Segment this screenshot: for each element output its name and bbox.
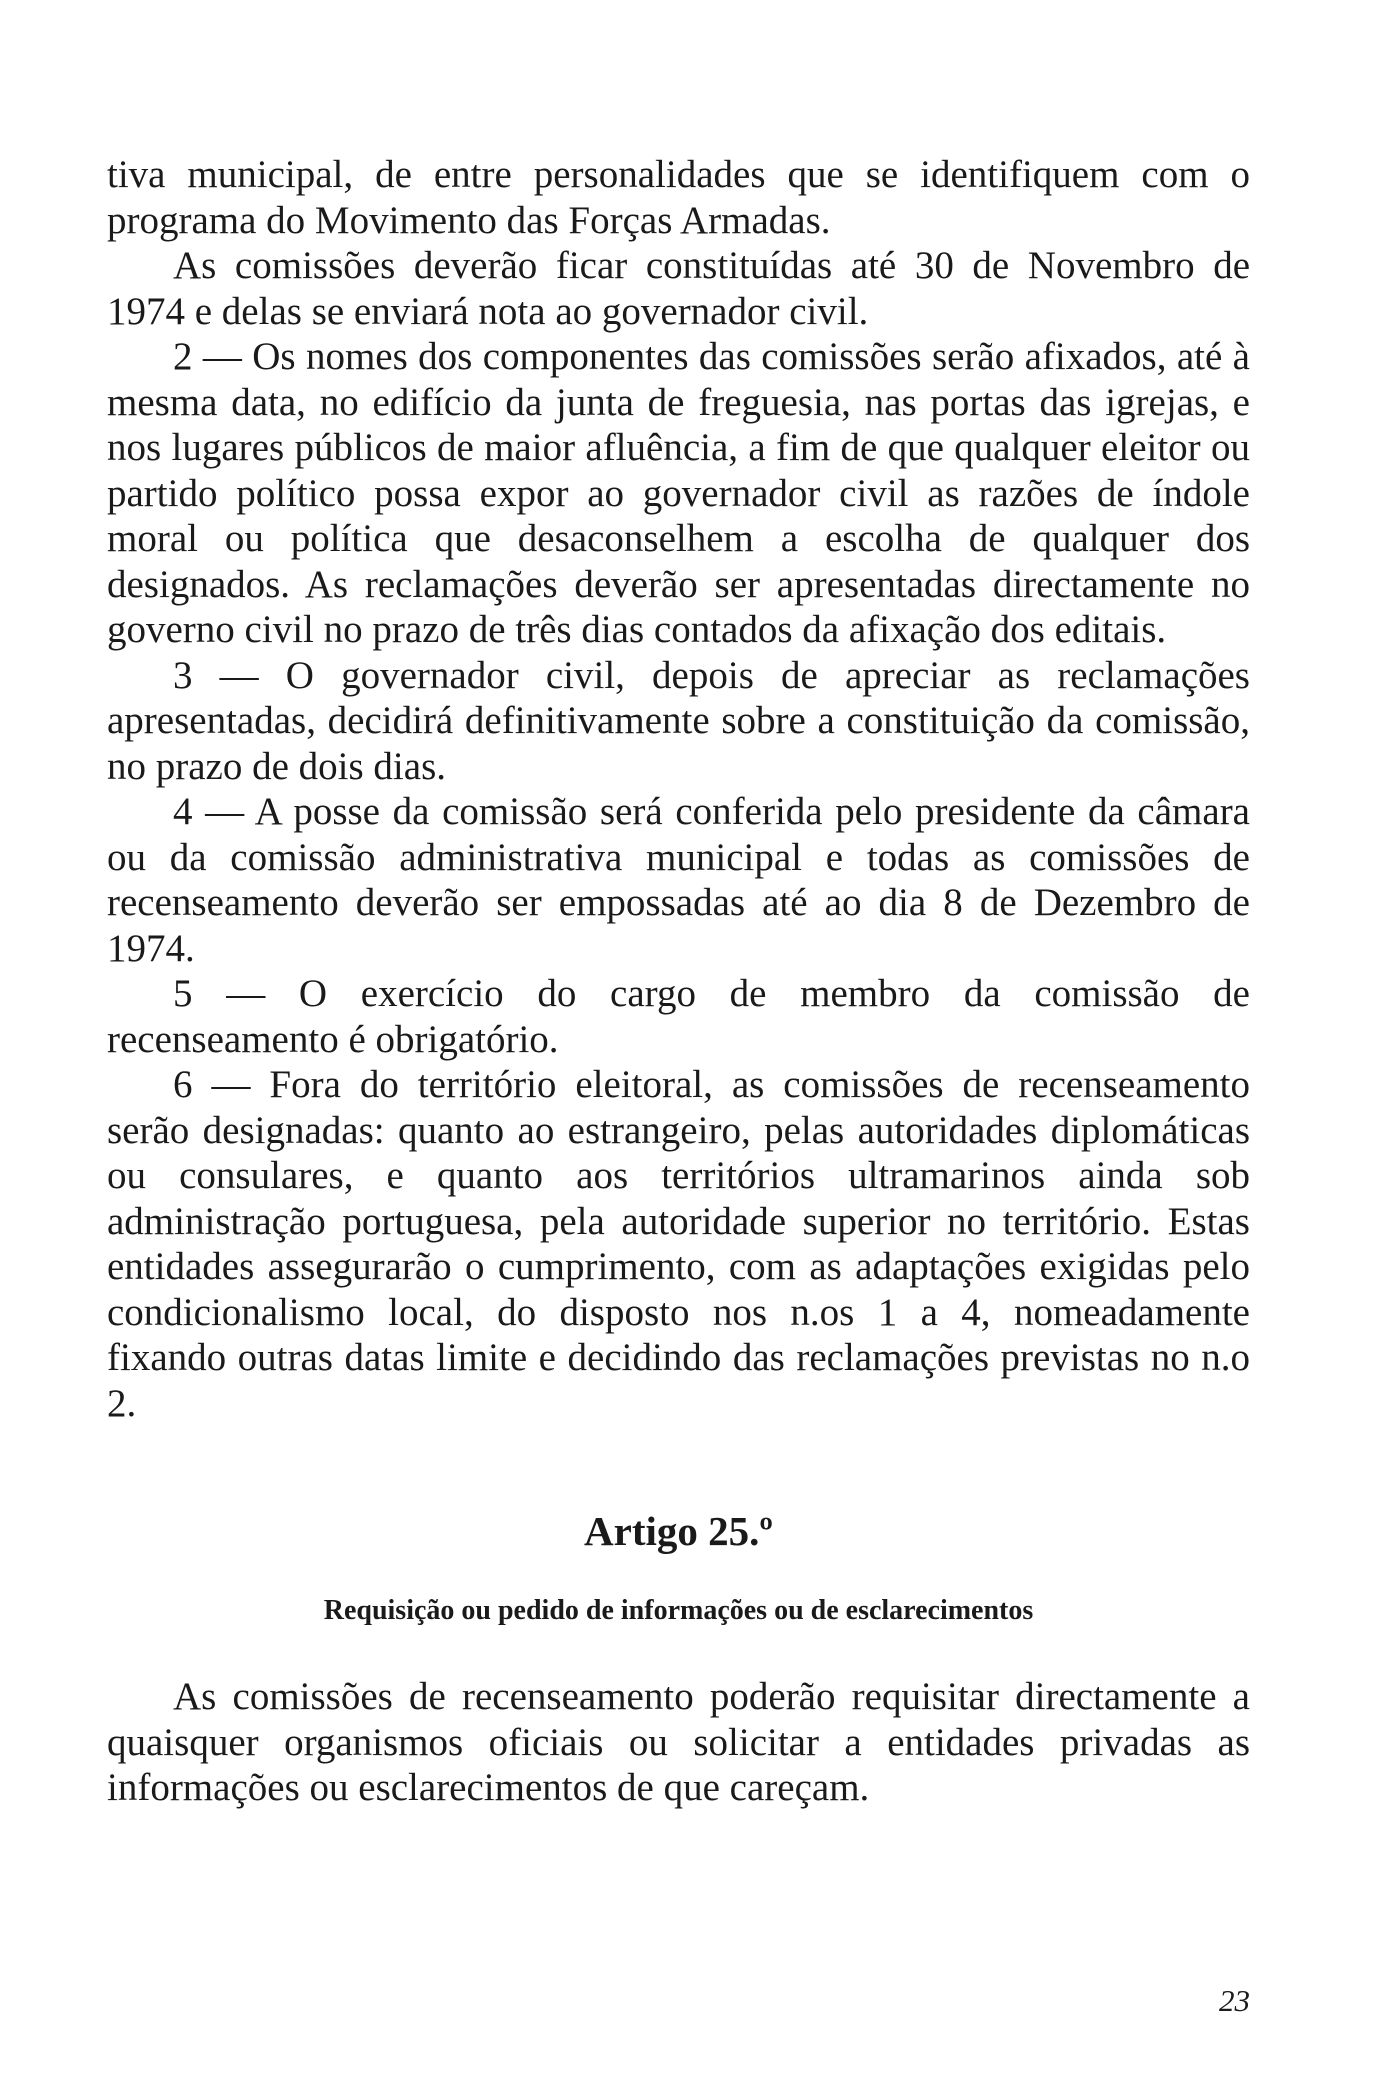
paragraph-continuation: tiva municipal, de entre personalidades que se identifiquem com o programa do Movimento das Forças Armadas. (107, 153, 1250, 242)
article-title: Artigo 25.º (584, 1508, 773, 1554)
paragraph-item-3: 3 — O governador civil, depois de apreciar as reclamações apresentadas, decidirá definitivamente sobre a constituição da comissão, no prazo de dois dias. (107, 653, 1250, 788)
document-page (107, 152, 1250, 1811)
paragraph-item-5: 5 — O exercício do cargo de membro da comissão de recenseamento é obrigatório. (107, 972, 1250, 1061)
paragraph-commissions-deadline: As comissões deverão ficar constituídas até 30 de Novembro de 1974 e delas se enviará nota ao governador civil. (107, 244, 1250, 333)
page-number: 23 (1219, 1983, 1250, 2018)
article-body: As comissões de recenseamento poderão requisitar directamente a quaisquer organismos oficiais ou solicitar a entidades privadas as informações ou esclarecimentos de que careçam. (107, 1675, 1250, 1809)
paragraph-item-2: 2 — Os nomes dos componentes das comissões serão afixados, até à mesma data, no edifício da junta de freguesia, nas portas das igrejas, e nos lugares públicos de maior afluência, a fim de que qualquer eleitor ou partido político possa expor ao governador civil as razões de índole moral ou política que desaconselhem a escolha de qualquer dos designados. As reclamações deverão ser apresentadas directamente no governo civil no prazo de três dias contados da afixação dos editais. (107, 335, 1250, 651)
article-subtitle: Requisição ou pedido de informações ou de esclarecimentos (323, 1595, 1034, 1626)
paragraph-item-4: 4 — A posse da comissão será conferida pelo presidente da câmara ou da comissão administrativa municipal e todas as comissões de recenseamento deverão ser empossadas até ao dia 8 de Dezembro de 1974. (107, 790, 1250, 970)
paragraph-item-6: 6 — Fora do território eleitoral, as comissões de recenseamento serão designadas: quanto ao estrangeiro, pelas autoridades diplomáticas ou consulares, e quanto aos territórios ultramarinos ainda sob administração portuguesa, pela autoridade superior no território. Estas entidades assegurarão o cumprimento, com as adaptações exigidas pelo condicionalismo local, do disposto nos n.os 1 a 4, nomeadamente fixando outras datas limite e decidindo das reclamações previstas no n.o 2. (107, 1063, 1250, 1425)
